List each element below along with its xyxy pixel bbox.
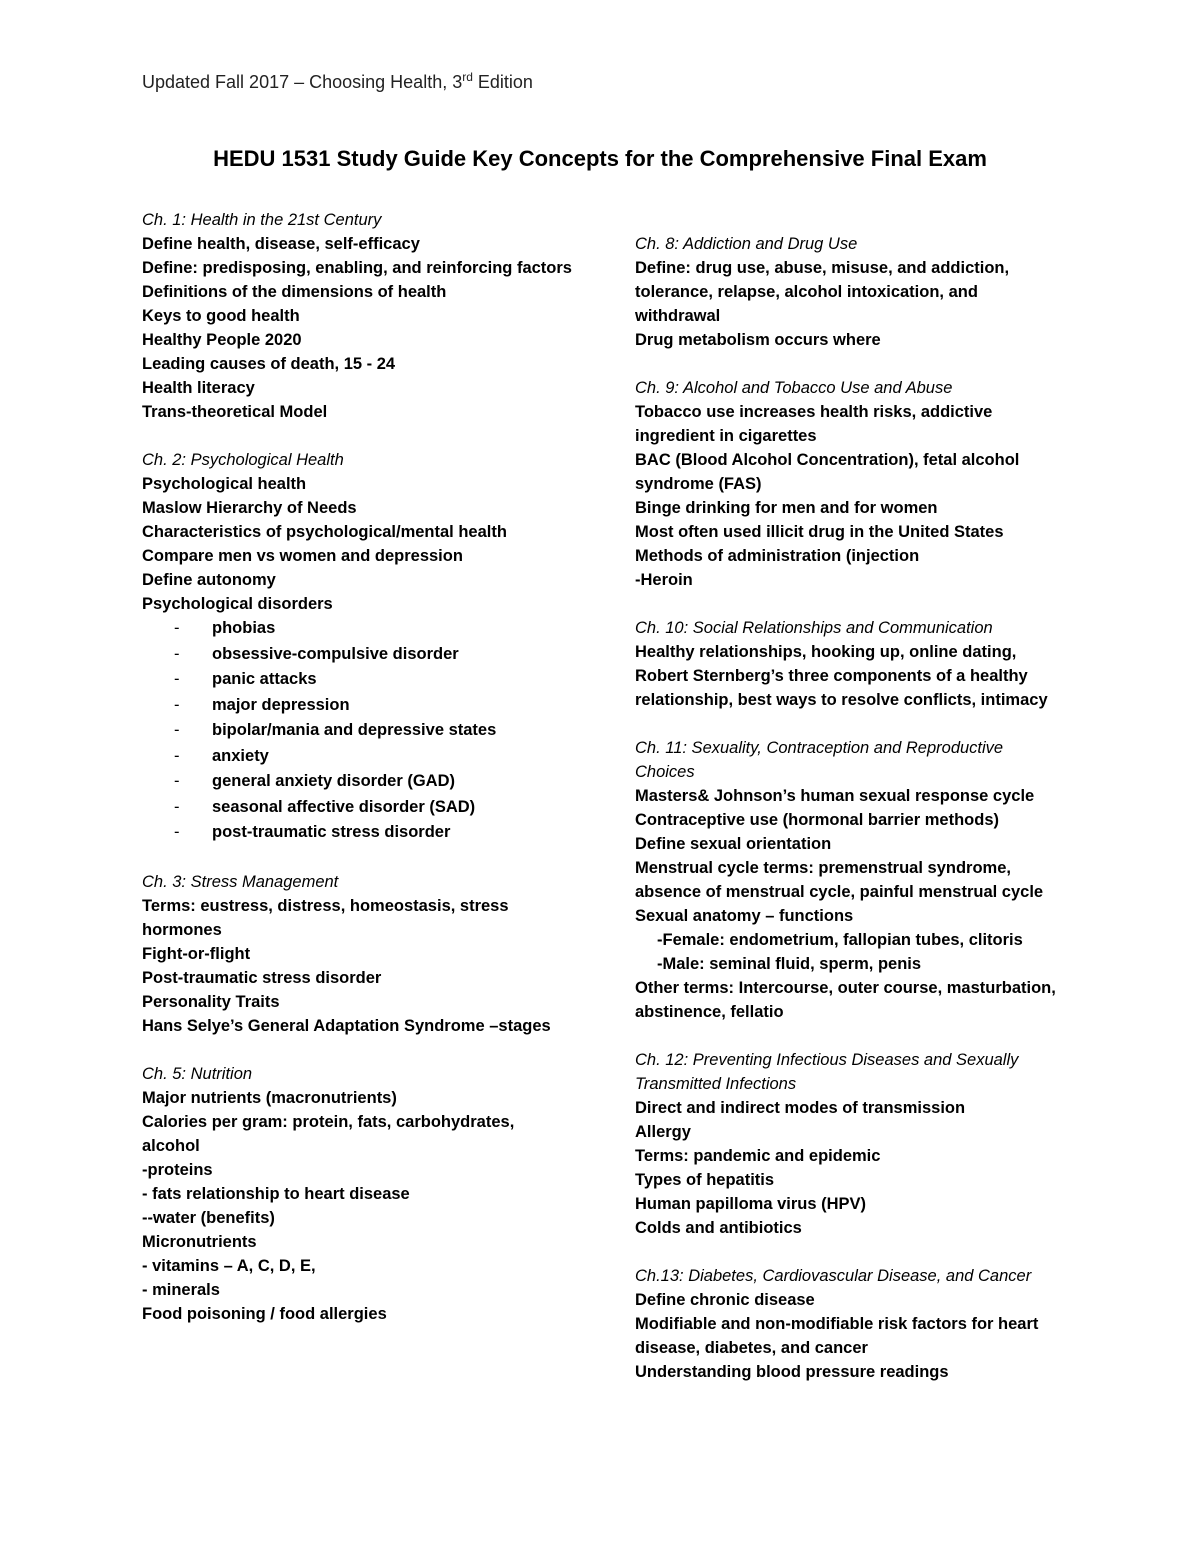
list-item: Other terms: Intercourse, outer course, masturbation, abstinence, fellatio: [635, 979, 1056, 1021]
list-item: Masters& Johnson’s human sexual response cycle: [635, 787, 1035, 805]
section-heading: Ch. 3: Stress Management: [142, 872, 339, 891]
right-column: [635, 232, 1065, 1408]
anatomy-item: -Male: seminal fluid, sperm, penis: [657, 955, 922, 973]
list-item: Human papilloma virus (HPV): [635, 1195, 867, 1213]
header-suffix: Edition: [472, 72, 533, 92]
section-ch13: [635, 1264, 1065, 1384]
list-item: - fats relationship to heart disease: [142, 1184, 410, 1203]
list-item: Maslow Hierarchy of Needs: [142, 499, 357, 517]
list-item: Drug metabolism occurs where: [635, 331, 881, 349]
list-item: Define health, disease, self-efficacy: [142, 235, 420, 253]
section-heading: Ch.13: Diabetes, Cardiovascular Disease, and Cancer: [635, 1267, 1032, 1285]
section-heading: Ch. 5: Nutrition: [142, 1064, 253, 1083]
list-item: Psychological health: [142, 475, 307, 493]
disorder-list: [142, 616, 572, 846]
list-item: Binge drinking for men and for women: [635, 499, 938, 517]
anatomy-item: -Female: endometrium, fallopian tubes, clitoris: [657, 931, 1023, 949]
list-item: Contraceptive use (hormonal barrier methods): [635, 811, 999, 829]
disorder-item: - major depression: [142, 693, 572, 719]
section-ch10: [635, 616, 1065, 712]
disorder-item: - seasonal affective disorder (SAD): [142, 795, 572, 821]
list-item: Personality Traits: [142, 992, 280, 1011]
list-item: Types of hepatitis: [635, 1171, 775, 1189]
list-item: Methods of administration (injection: [635, 547, 920, 565]
section-ch5: [142, 1062, 572, 1326]
list-item: Definitions of the dimensions of health: [142, 283, 447, 301]
disorder-item: - bipolar/mania and depressive states: [142, 718, 572, 744]
list-item: Menstrual cycle terms: premenstrual syndrome, absence of menstrual cycle, painful menstrual cycle: [635, 859, 1044, 901]
section-ch1: [142, 208, 572, 424]
list-item: Leading causes of death, 15 - 24: [142, 355, 396, 373]
section-ch9: [635, 376, 1065, 592]
list-item: Trans-theoretical Model: [142, 403, 328, 421]
list-item: Tobacco use increases health risks, addictive ingredient in cigarettes: [635, 403, 993, 445]
page-title: HEDU 1531 Study Guide Key Concepts for the Comprehensive Final Exam: [213, 146, 987, 171]
left-column: [142, 208, 572, 1350]
section-heading: Ch. 1: Health in the 21st Century: [142, 211, 382, 229]
section-heading: Ch. 8: Addiction and Drug Use: [635, 235, 858, 253]
list-item: Colds and antibiotics: [635, 1219, 802, 1237]
disorder-item: - panic attacks: [142, 667, 572, 693]
section-ch2: [142, 448, 572, 846]
list-item: Define autonomy: [142, 571, 276, 589]
list-item: - vitamins – A, C, D, E,: [142, 1256, 316, 1275]
list-item: Define chronic disease: [635, 1291, 815, 1309]
list-item: Modifiable and non-modifiable risk factors for heart disease, diabetes, and cancer: [635, 1315, 1039, 1357]
list-item: Allergy: [635, 1123, 691, 1141]
section-heading: Ch. 10: Social Relationships and Communication: [635, 619, 993, 637]
list-item: Terms: eustress, distress, homeostasis, stress hormones: [142, 896, 509, 939]
list-item: Food poisoning / food allergies: [142, 1304, 387, 1323]
list-item: Compare men vs women and depression: [142, 547, 463, 565]
list-item: Fight-or-flight: [142, 944, 251, 963]
list-item: Post-traumatic stress disorder: [142, 968, 382, 987]
list-item: Most often used illicit drug in the United States: [635, 523, 1004, 541]
list-item: Understanding blood pressure readings: [635, 1363, 949, 1381]
list-item: Define: drug use, abuse, misuse, and addiction, tolerance, relapse, alcohol intoxication, and withdrawal: [635, 259, 1010, 325]
list-item: Healthy People 2020: [142, 331, 302, 349]
section-heading: Ch. 9: Alcohol and Tobacco Use and Abuse: [635, 379, 953, 397]
section-ch3: [142, 870, 572, 1038]
list-item: Direct and indirect modes of transmission: [635, 1099, 966, 1117]
list-item: - minerals: [142, 1280, 220, 1299]
list-item: -proteins: [142, 1160, 213, 1179]
section-heading: Ch. 2: Psychological Health: [142, 451, 344, 469]
list-item: Sexual anatomy – functions: [635, 907, 854, 925]
list-item: Calories per gram: protein, fats, carbohydrates, alcohol: [142, 1112, 515, 1155]
list-item: Define sexual orientation: [635, 835, 832, 853]
list-item: Hans Selye’s General Adaptation Syndrome –stages: [142, 1016, 551, 1035]
list-item: Keys to good health: [142, 307, 300, 325]
disorder-item: - general anxiety disorder (GAD): [142, 769, 572, 795]
document-header: [142, 72, 533, 93]
list-item: Micronutrients: [142, 1232, 257, 1251]
list-item: --water (benefits): [142, 1208, 275, 1227]
list-item: BAC (Blood Alcohol Concentration), fetal alcohol syndrome (FAS): [635, 451, 1020, 493]
section-heading: Ch. 11: Sexuality, Contraception and Reproductive Choices: [635, 739, 1004, 781]
section-ch8: [635, 232, 1065, 352]
section-ch12: [635, 1048, 1065, 1240]
disorder-item: - phobias: [142, 616, 572, 642]
disorder-item: - anxiety: [142, 744, 572, 770]
list-item: Major nutrients (macronutrients): [142, 1088, 397, 1107]
disorder-item: - post-traumatic stress disorder: [142, 820, 572, 846]
list-item: Terms: pandemic and epidemic: [635, 1147, 881, 1165]
header-superscript: rd: [462, 70, 473, 84]
list-item: Characteristics of psychological/mental health: [142, 523, 507, 541]
list-item: -Heroin: [635, 571, 693, 589]
list-item: Define: predisposing, enabling, and reinforcing factors: [142, 259, 572, 277]
section-ch11: [635, 736, 1065, 1024]
list-item: Health literacy: [142, 379, 255, 397]
header-text: Updated Fall 2017 – Choosing Health, 3: [142, 72, 463, 92]
disorder-item: - obsessive-compulsive disorder: [142, 642, 572, 668]
list-item: Psychological disorders: [142, 595, 333, 613]
section-heading: Ch. 12: Preventing Infectious Diseases and Sexually Transmitted Infections: [635, 1051, 1019, 1093]
list-item: Healthy relationships, hooking up, online dating, Robert Sternberg’s three components of a healthy relationship, best ways to resolve conflicts, intimacy: [635, 643, 1048, 709]
